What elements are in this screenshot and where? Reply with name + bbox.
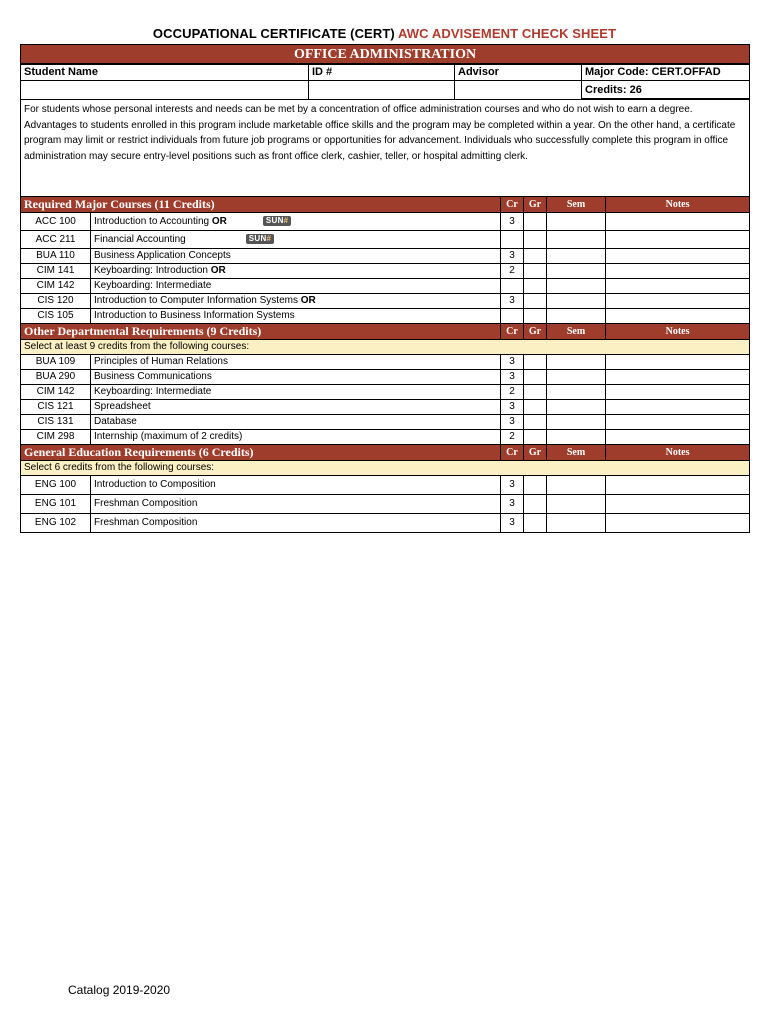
student-name-field[interactable] [21,64,309,81]
semester-cell[interactable] [547,355,606,370]
course-code: CIS 131 [21,415,91,430]
header-spacer [455,81,582,99]
semester-cell[interactable] [547,213,606,231]
table-row [21,514,750,533]
grade-cell[interactable] [524,294,547,309]
grade-cell[interactable] [524,249,547,264]
notes-header: Notes [606,197,750,213]
course-credits: 3 [501,415,524,430]
gened-section-title: General Education Requirements (6 Credits) [21,445,501,461]
notes-cell[interactable] [606,430,750,445]
id-field[interactable] [309,64,455,81]
course-title: Introduction to Computer Information Systems [94,295,301,306]
semester-cell[interactable] [547,264,606,279]
grade-cell[interactable] [524,495,547,514]
notes-cell[interactable] [606,231,750,249]
section-note-row [21,461,750,476]
course-name [91,231,501,249]
grade-cell[interactable] [524,430,547,445]
grade-cell[interactable] [524,514,547,533]
course-name: Database [91,415,501,430]
course-code: CIM 142 [21,279,91,294]
course-name: Keyboarding: Intermediate [91,279,501,294]
table-row [21,400,750,415]
notes-header: Notes [606,445,750,461]
semester-cell[interactable] [547,249,606,264]
course-credits: 2 [501,430,524,445]
course-code: CIM 298 [21,430,91,445]
semester-cell[interactable] [547,370,606,385]
notes-cell[interactable] [606,415,750,430]
table-row [21,355,750,370]
sun-text: SUN [265,215,284,225]
course-code: BUA 110 [21,249,91,264]
notes-cell[interactable] [606,355,750,370]
table-row [21,249,750,264]
grade-cell[interactable] [524,385,547,400]
course-code: CIM 141 [21,264,91,279]
table-row [21,495,750,514]
course-code: ACC 211 [21,231,91,249]
notes-cell[interactable] [606,400,750,415]
gr-header: Gr [524,324,547,340]
semester-cell[interactable] [547,231,606,249]
grade-cell[interactable] [524,264,547,279]
course-title: Keyboarding: Introduction [94,265,211,276]
title-part-1: OCCUPATIONAL CERTIFICATE (CERT) [152,26,399,41]
course-credits: 3 [501,400,524,415]
course-credits: 3 [501,495,524,514]
catalog-footer: Catalog 2019-2020 [68,983,171,997]
course-code: CIS 120 [21,294,91,309]
or-label: OR [210,265,226,276]
course-name [91,294,501,309]
course-code: ACC 100 [21,213,91,231]
notes-cell[interactable] [606,476,750,495]
grade-cell[interactable] [524,476,547,495]
section-note-row [21,340,750,355]
table-row [21,385,750,400]
course-code: ENG 101 [21,495,91,514]
notes-cell[interactable] [606,495,750,514]
gened-section-header [21,445,750,461]
header-info [20,63,749,99]
semester-cell[interactable] [547,430,606,445]
other-section-title: Other Departmental Requirements (9 Credits) [21,324,501,340]
course-name: Freshman Composition [91,514,501,533]
header-spacer [309,81,455,99]
semester-cell[interactable] [547,415,606,430]
semester-cell[interactable] [547,385,606,400]
course-credits: 3 [501,294,524,309]
semester-cell[interactable] [547,476,606,495]
table-row [21,264,750,279]
credits-total: Credits: 26 [582,81,750,99]
course-credits: 3 [501,355,524,370]
course-code: ENG 102 [21,514,91,533]
gr-header: Gr [524,197,547,213]
notes-cell[interactable] [606,264,750,279]
course-name: Spreadsheet [91,400,501,415]
cr-header: Cr [501,197,524,213]
semester-cell[interactable] [547,294,606,309]
sun-transfer-badge [246,234,275,244]
or-label: OR [211,215,227,227]
program-description: For students whose personal interests and needs can be met by a concentration of office administration courses and who do not wish to earn a degree. Advantages to students enrolled in this program include marketable office skills and the program may be completed within a year. On the other hand, a certificate program may limit or restrict individuals from future job programs or opportunities for advancement. Individuals who successfully complete this program in office administration may secure entry-level positions such as front office clerk, cashier, teller, or hospital admitting clerk. [21,100,750,197]
course-title: Financial Accounting [94,233,186,245]
semester-cell[interactable] [547,495,606,514]
table-row [21,309,750,324]
notes-cell[interactable] [606,249,750,264]
semester-cell[interactable] [547,309,606,324]
table-row [21,294,750,309]
notes-cell[interactable] [606,279,750,294]
or-label: OR [300,295,316,306]
grade-cell[interactable] [524,355,547,370]
grade-cell[interactable] [524,279,547,294]
table-row [21,231,750,249]
semester-cell[interactable] [547,279,606,294]
table-row [21,415,750,430]
table-row [21,476,750,495]
sun-text: SUN [248,233,267,243]
advisor-field[interactable] [455,64,582,81]
grade-cell[interactable] [524,415,547,430]
course-credits [501,279,524,294]
notes-cell[interactable] [606,385,750,400]
major-code: Major Code: CERT.OFFAD [582,64,750,81]
notes-cell[interactable] [606,309,750,324]
course-code: CIS 105 [21,309,91,324]
course-credits [501,231,524,249]
grade-cell[interactable] [524,370,547,385]
sem-header: Sem [547,197,606,213]
sem-header: Sem [547,445,606,461]
semester-cell[interactable] [547,400,606,415]
course-name: Business Application Concepts [91,249,501,264]
gr-header: Gr [524,445,547,461]
required-section-title: Required Major Courses (11 Credits) [21,197,501,213]
table-row [21,279,750,294]
course-name: Internship (maximum of 2 credits) [91,430,501,445]
grade-cell[interactable] [524,400,547,415]
notes-cell[interactable] [606,370,750,385]
sun-transfer-badge [263,216,292,226]
course-credits [501,309,524,324]
course-name: Introduction to Business Information Systems [91,309,501,324]
course-name: Introduction to Composition [91,476,501,495]
course-credits: 2 [501,385,524,400]
page-title [20,26,749,41]
course-code: CIS 121 [21,400,91,415]
table-row [21,430,750,445]
advisement-sheet [20,44,749,65]
grade-cell[interactable] [524,309,547,324]
notes-header: Notes [606,324,750,340]
course-credits: 2 [501,264,524,279]
course-credits: 3 [501,213,524,231]
course-code: BUA 290 [21,370,91,385]
course-credits: 3 [501,370,524,385]
id-label: ID # [312,66,333,78]
sheet-table [20,44,750,65]
course-credits: 3 [501,476,524,495]
course-name: Keyboarding: Intermediate [91,385,501,400]
advisor-label: Advisor [458,66,499,78]
grade-cell[interactable] [524,231,547,249]
notes-cell[interactable] [606,514,750,533]
course-code: BUA 109 [21,355,91,370]
sun-hash: # [283,215,289,225]
title-part-2: AWC ADVISEMENT CHECK SHEET [398,26,617,41]
course-credits: 3 [501,514,524,533]
course-sections [20,99,749,533]
header-spacer [21,81,309,99]
course-name: Freshman Composition [91,495,501,514]
sun-hash: # [266,233,272,243]
course-name: Business Communications [91,370,501,385]
course-credits: 3 [501,249,524,264]
sem-header: Sem [547,324,606,340]
table-row [21,213,750,231]
course-name [91,213,501,231]
semester-cell[interactable] [547,514,606,533]
cr-header: Cr [501,324,524,340]
course-name [91,264,501,279]
required-section-header [21,197,750,213]
notes-cell[interactable] [606,294,750,309]
other-section-note: Select at least 9 credits from the following courses: [21,340,750,355]
program-banner: OFFICE ADMINISTRATION [21,45,750,65]
student-name-label: Student Name [24,66,98,78]
gened-section-note: Select 6 credits from the following courses: [21,461,750,476]
course-code: ENG 100 [21,476,91,495]
course-code: CIM 142 [21,385,91,400]
course-title: Introduction to Accounting [94,215,212,227]
notes-cell[interactable] [606,213,750,231]
course-name: Principles of Human Relations [91,355,501,370]
other-section-header [21,324,750,340]
grade-cell[interactable] [524,213,547,231]
cr-header: Cr [501,445,524,461]
table-row [21,370,750,385]
